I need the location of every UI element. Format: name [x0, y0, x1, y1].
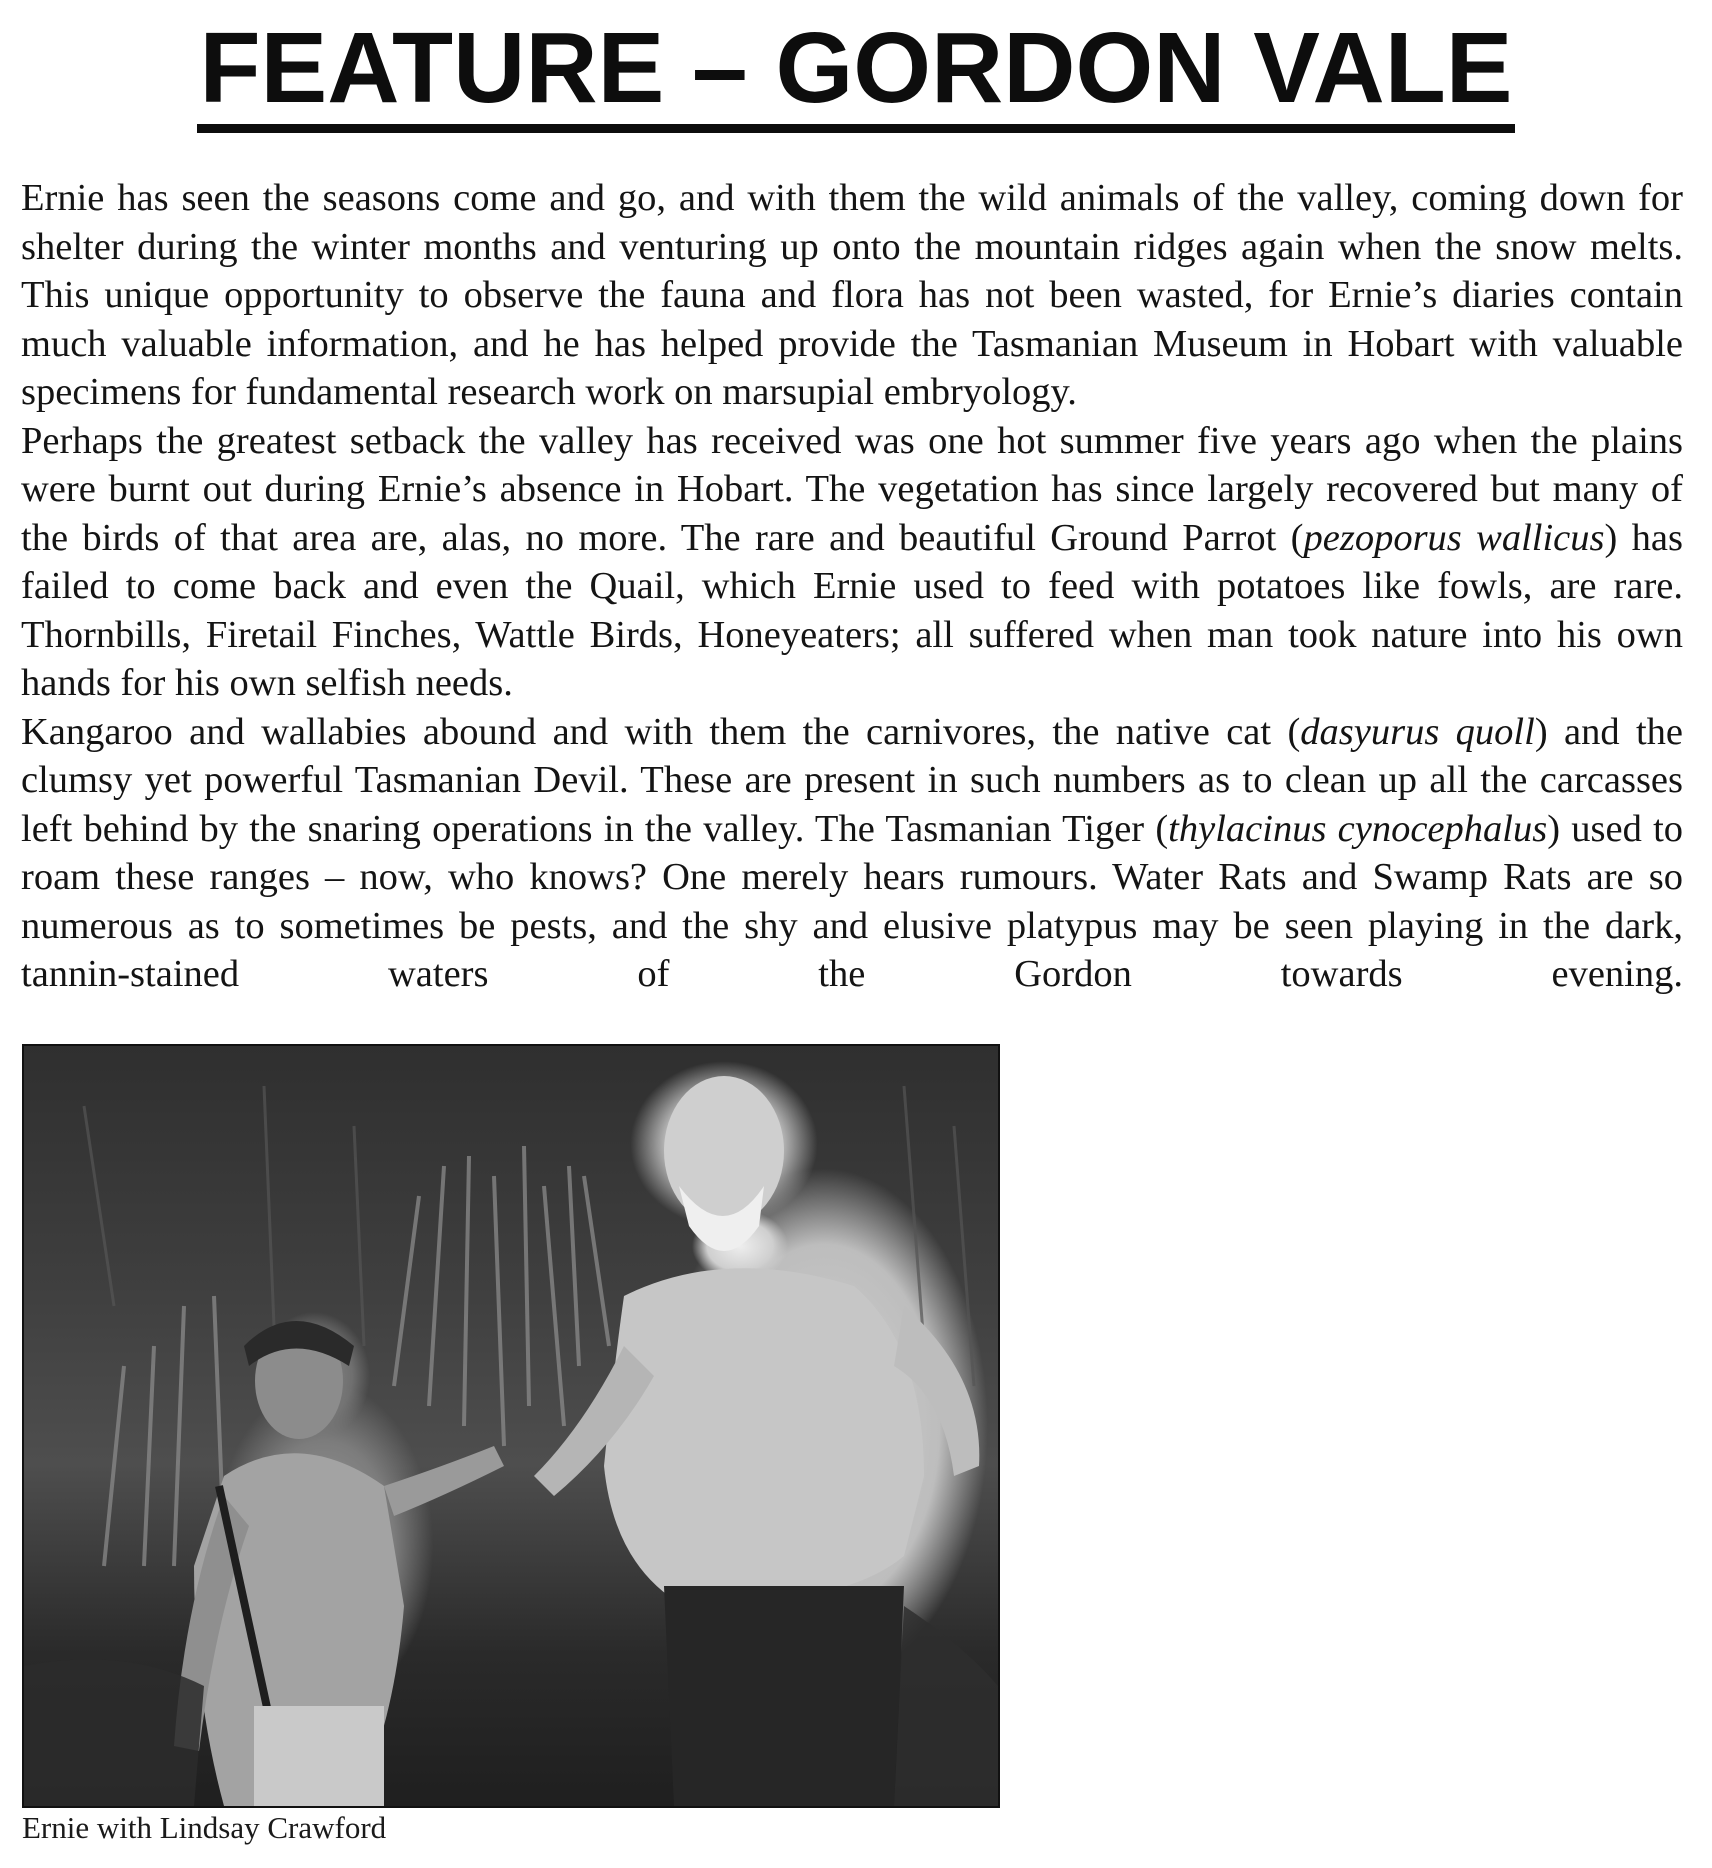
- paragraph-text: Ernie has seen the seasons come and go, and with them the wild animals of the valley, coming down for shelter during the winter months and venturing up onto the mountain ridges again when the snow melts. This unique opportunity to observe the fauna and flora has not been wasted, for Ernie’s diaries contain much valuable information, and he has helped provide the Tasmanian Museum in Hobart with valuable specimens for fundamental research work on marsupial embryology.: [21, 177, 1683, 413]
- paragraph-text: ) used to roam these ranges – now, who knows? One merely hears rumours. Water Rats and Swamp Rats are so numerous as to sometimes be pests, and the shy and elusive platypus may be seen playing in the dark, tannin-stained waters of the Gordon towards evening.: [21, 807, 1684, 995]
- paragraph-text: ) and the clumsy yet powerful Tasmanian Devil. These are present in such numbers as to clean up all the carcasses left behind by the snaring operations in the valley. The Tasmanian Tiger (: [21, 710, 1683, 850]
- paragraph: [21, 174, 1683, 417]
- paragraph: [21, 417, 1683, 708]
- page-title: FEATURE – GORDON VALE: [197, 12, 1514, 133]
- article-body: [21, 174, 1683, 999]
- paragraph-text: Kangaroo and wallabies abound and with them the carnivores, the native cat (: [21, 710, 1301, 753]
- paragraph: [21, 708, 1683, 999]
- photograph-illustration: [24, 1046, 998, 1806]
- title-block: [0, 12, 1712, 133]
- photograph: [22, 1044, 1000, 1808]
- species-name: thylacinus cynocephalus: [1168, 807, 1548, 850]
- species-name: pezoporus wallicus: [1303, 516, 1605, 559]
- photo-caption: Ernie with Lindsay Crawford: [22, 1810, 387, 1845]
- paragraph-text: ) has failed to come back and even the Quail, which Ernie used to feed with potatoes like fowls, are rare. Thornbills, Firetail Finches, Wattle Birds, Honeyeaters; all suffered when man took nature into his own hands for his own selfish needs.: [21, 516, 1683, 704]
- species-name: dasyurus quoll: [1300, 710, 1535, 753]
- paragraph-text: Perhaps the greatest setback the valley has received was one hot summer five years ago when the plains were burnt out during Ernie’s absence in Hobart. The vegetation has since largely recovered but many of the birds of that area are, alas, no more. The rare and beautiful Ground Parrot (: [21, 419, 1683, 559]
